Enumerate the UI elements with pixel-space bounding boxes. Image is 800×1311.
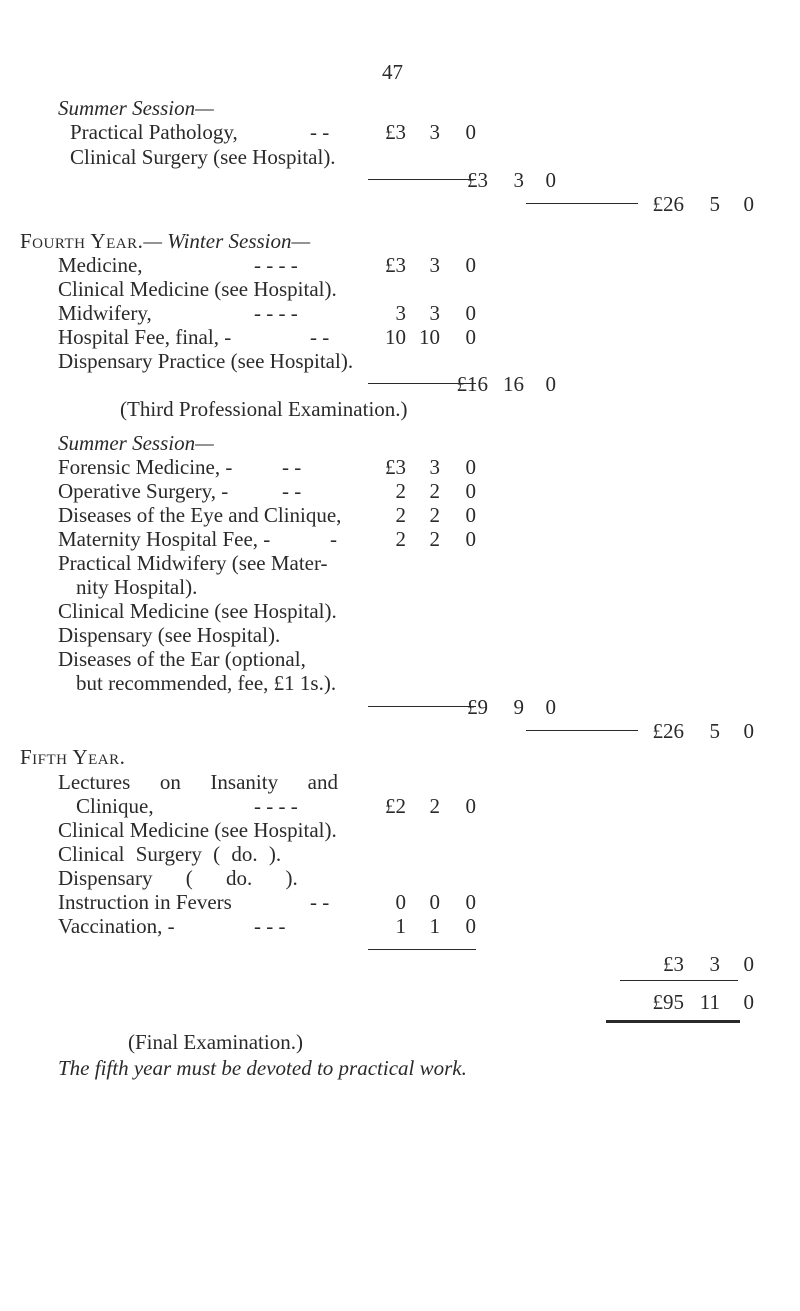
- line-label: Instruction in Fevers: [58, 890, 232, 914]
- fourth-line-2: Clinical Medicine (see Hospital).: [58, 277, 337, 301]
- line-label: Medicine,: [58, 253, 143, 277]
- amount-pounds: 2: [395, 527, 406, 551]
- fourth-subtotal-pounds: £16: [456, 372, 488, 396]
- summer2-subtotal-shillings: 9: [513, 695, 524, 719]
- line-label: Forensic Medicine, -: [58, 455, 233, 479]
- amount-shillings: 2: [429, 503, 440, 527]
- summer-session-heading-2: Summer Session—: [58, 431, 214, 455]
- summer2-line-5: Practical Midwifery (see Mater-: [58, 551, 328, 575]
- grand-total-shillings: 11: [699, 990, 720, 1014]
- page-number: 47: [382, 60, 403, 84]
- amount-pence: 0: [465, 527, 476, 551]
- amount-shillings: 2: [429, 527, 440, 551]
- amount-pounds: 2: [395, 479, 406, 503]
- line-label: Practical Pathology,: [70, 120, 238, 144]
- line-dots: - -: [282, 455, 302, 479]
- line-dots: - -: [282, 479, 302, 503]
- amount-pounds: 0: [395, 890, 406, 914]
- amount-pounds: £3: [385, 120, 406, 144]
- amount-shillings: 0: [429, 890, 440, 914]
- amount-shillings: 10: [419, 325, 440, 349]
- fourth-line-5: Dispensary Practice (see Hospital).: [58, 349, 354, 373]
- summer2-line-8: Dispensary (see Hospital).: [58, 623, 281, 647]
- summer1-year-total-shillings: 5: [709, 192, 720, 216]
- line-label: Midwifery,: [58, 301, 152, 325]
- summer2-year-total-shillings: 5: [709, 719, 720, 743]
- amount-pounds: £2: [385, 794, 406, 818]
- summer-session-heading: Summer Session—: [58, 96, 214, 120]
- amount-shillings: 3: [429, 120, 440, 144]
- line-label: Vaccination, -: [58, 914, 175, 938]
- amount-shillings: 2: [429, 794, 440, 818]
- grand-total-rule: [620, 980, 738, 981]
- line-dots: -: [330, 527, 337, 551]
- line-label: Clinique,: [76, 794, 154, 818]
- practical-work-note: The fifth year must be devoted to practical work.: [58, 1056, 467, 1080]
- amount-shillings: 3: [429, 253, 440, 277]
- grand-total-double-rule: [606, 1020, 740, 1023]
- fourth-year-heading: [20, 229, 310, 253]
- fourth-subtotal-shillings: 16: [503, 372, 524, 396]
- amount-shillings: 3: [429, 301, 440, 325]
- fourth-subtotal-pence: 0: [545, 372, 556, 396]
- grand-total-pounds: £95: [652, 990, 684, 1014]
- line-dots: - - - -: [254, 794, 298, 818]
- fifth-line-3: Clinical Medicine (see Hospital).: [58, 818, 337, 842]
- fourth-year-title: Fourth Year.: [20, 229, 144, 253]
- winter-session-label: — Winter Session—: [143, 229, 311, 253]
- summer1-subtotal-shillings: 3: [513, 168, 524, 192]
- summer2-year-rule: [526, 730, 638, 731]
- summer1-subtotal-pounds: £3: [467, 168, 488, 192]
- summer1-line-2: Clinical Surgery (see Hospital).: [70, 145, 336, 169]
- line-dots: - - -: [254, 914, 286, 938]
- amount-pounds: 1: [395, 914, 406, 938]
- amount-pounds: £3: [385, 455, 406, 479]
- fifth-rule: [368, 949, 476, 950]
- summer2-line-10: but recommended, fee, £1 1s.).: [76, 671, 337, 695]
- amount-pence: 0: [465, 455, 476, 479]
- amount-pence: 0: [465, 794, 476, 818]
- amount-pounds: 10: [385, 325, 406, 349]
- amount-shillings: 1: [429, 914, 440, 938]
- fifth-year-heading: Fifth Year.: [20, 745, 126, 769]
- amount-pence: 0: [465, 301, 476, 325]
- fifth-line-1: Lectures on Insanity and: [58, 770, 338, 794]
- fifth-year-total-pence: 0: [743, 952, 754, 976]
- amount-pence: 0: [465, 479, 476, 503]
- amount-shillings: 2: [429, 479, 440, 503]
- line-label: Diseases of the Eye and Clinique,: [58, 503, 342, 527]
- amount-pence: 0: [465, 325, 476, 349]
- fifth-line-5: Dispensary ( do. ).: [58, 866, 298, 890]
- summer2-line-7: Clinical Medicine (see Hospital).: [58, 599, 337, 623]
- line-label: Hospital Fee, final, -: [58, 325, 232, 349]
- amount-pence: 0: [465, 253, 476, 277]
- summer2-subtotal-pence: 0: [545, 695, 556, 719]
- summer2-year-total-pence: 0: [743, 719, 754, 743]
- final-examination: (Final Examination.): [128, 1030, 303, 1054]
- summer2-line-6: nity Hospital).: [76, 575, 198, 599]
- summer1-subtotal-pence: 0: [545, 168, 556, 192]
- line-label: Operative Surgery, -: [58, 479, 229, 503]
- amount-pounds: 3: [395, 301, 406, 325]
- line-dots: - - - -: [254, 301, 298, 325]
- fifth-year-total-shillings: 3: [709, 952, 720, 976]
- amount-pence: 0: [465, 503, 476, 527]
- grand-total-pence: 0: [743, 990, 754, 1014]
- summer2-year-total-pounds: £26: [652, 719, 684, 743]
- amount-pence: 0: [465, 890, 476, 914]
- fifth-line-4: Clinical Surgery ( do. ).: [58, 842, 282, 866]
- summer2-subtotal-pounds: £9: [467, 695, 488, 719]
- line-dots: - - - -: [254, 253, 298, 277]
- line-dots: - -: [310, 890, 330, 914]
- amount-pence: 0: [465, 914, 476, 938]
- amount-shillings: 3: [429, 455, 440, 479]
- summer2-line-9: Diseases of the Ear (optional,: [58, 647, 306, 671]
- amount-pounds: 2: [395, 503, 406, 527]
- amount-pence: 0: [465, 120, 476, 144]
- third-professional-exam: (Third Professional Examination.): [120, 397, 408, 421]
- line-dots: - -: [310, 120, 330, 144]
- summer1-year-total-pounds: £26: [652, 192, 684, 216]
- line-dots: - -: [310, 325, 330, 349]
- summer1-year-total-pence: 0: [743, 192, 754, 216]
- amount-pounds: £3: [385, 253, 406, 277]
- line-label: Maternity Hospital Fee, -: [58, 527, 271, 551]
- fifth-year-total-pounds: £3: [663, 952, 684, 976]
- summer1-year-rule: [526, 203, 638, 204]
